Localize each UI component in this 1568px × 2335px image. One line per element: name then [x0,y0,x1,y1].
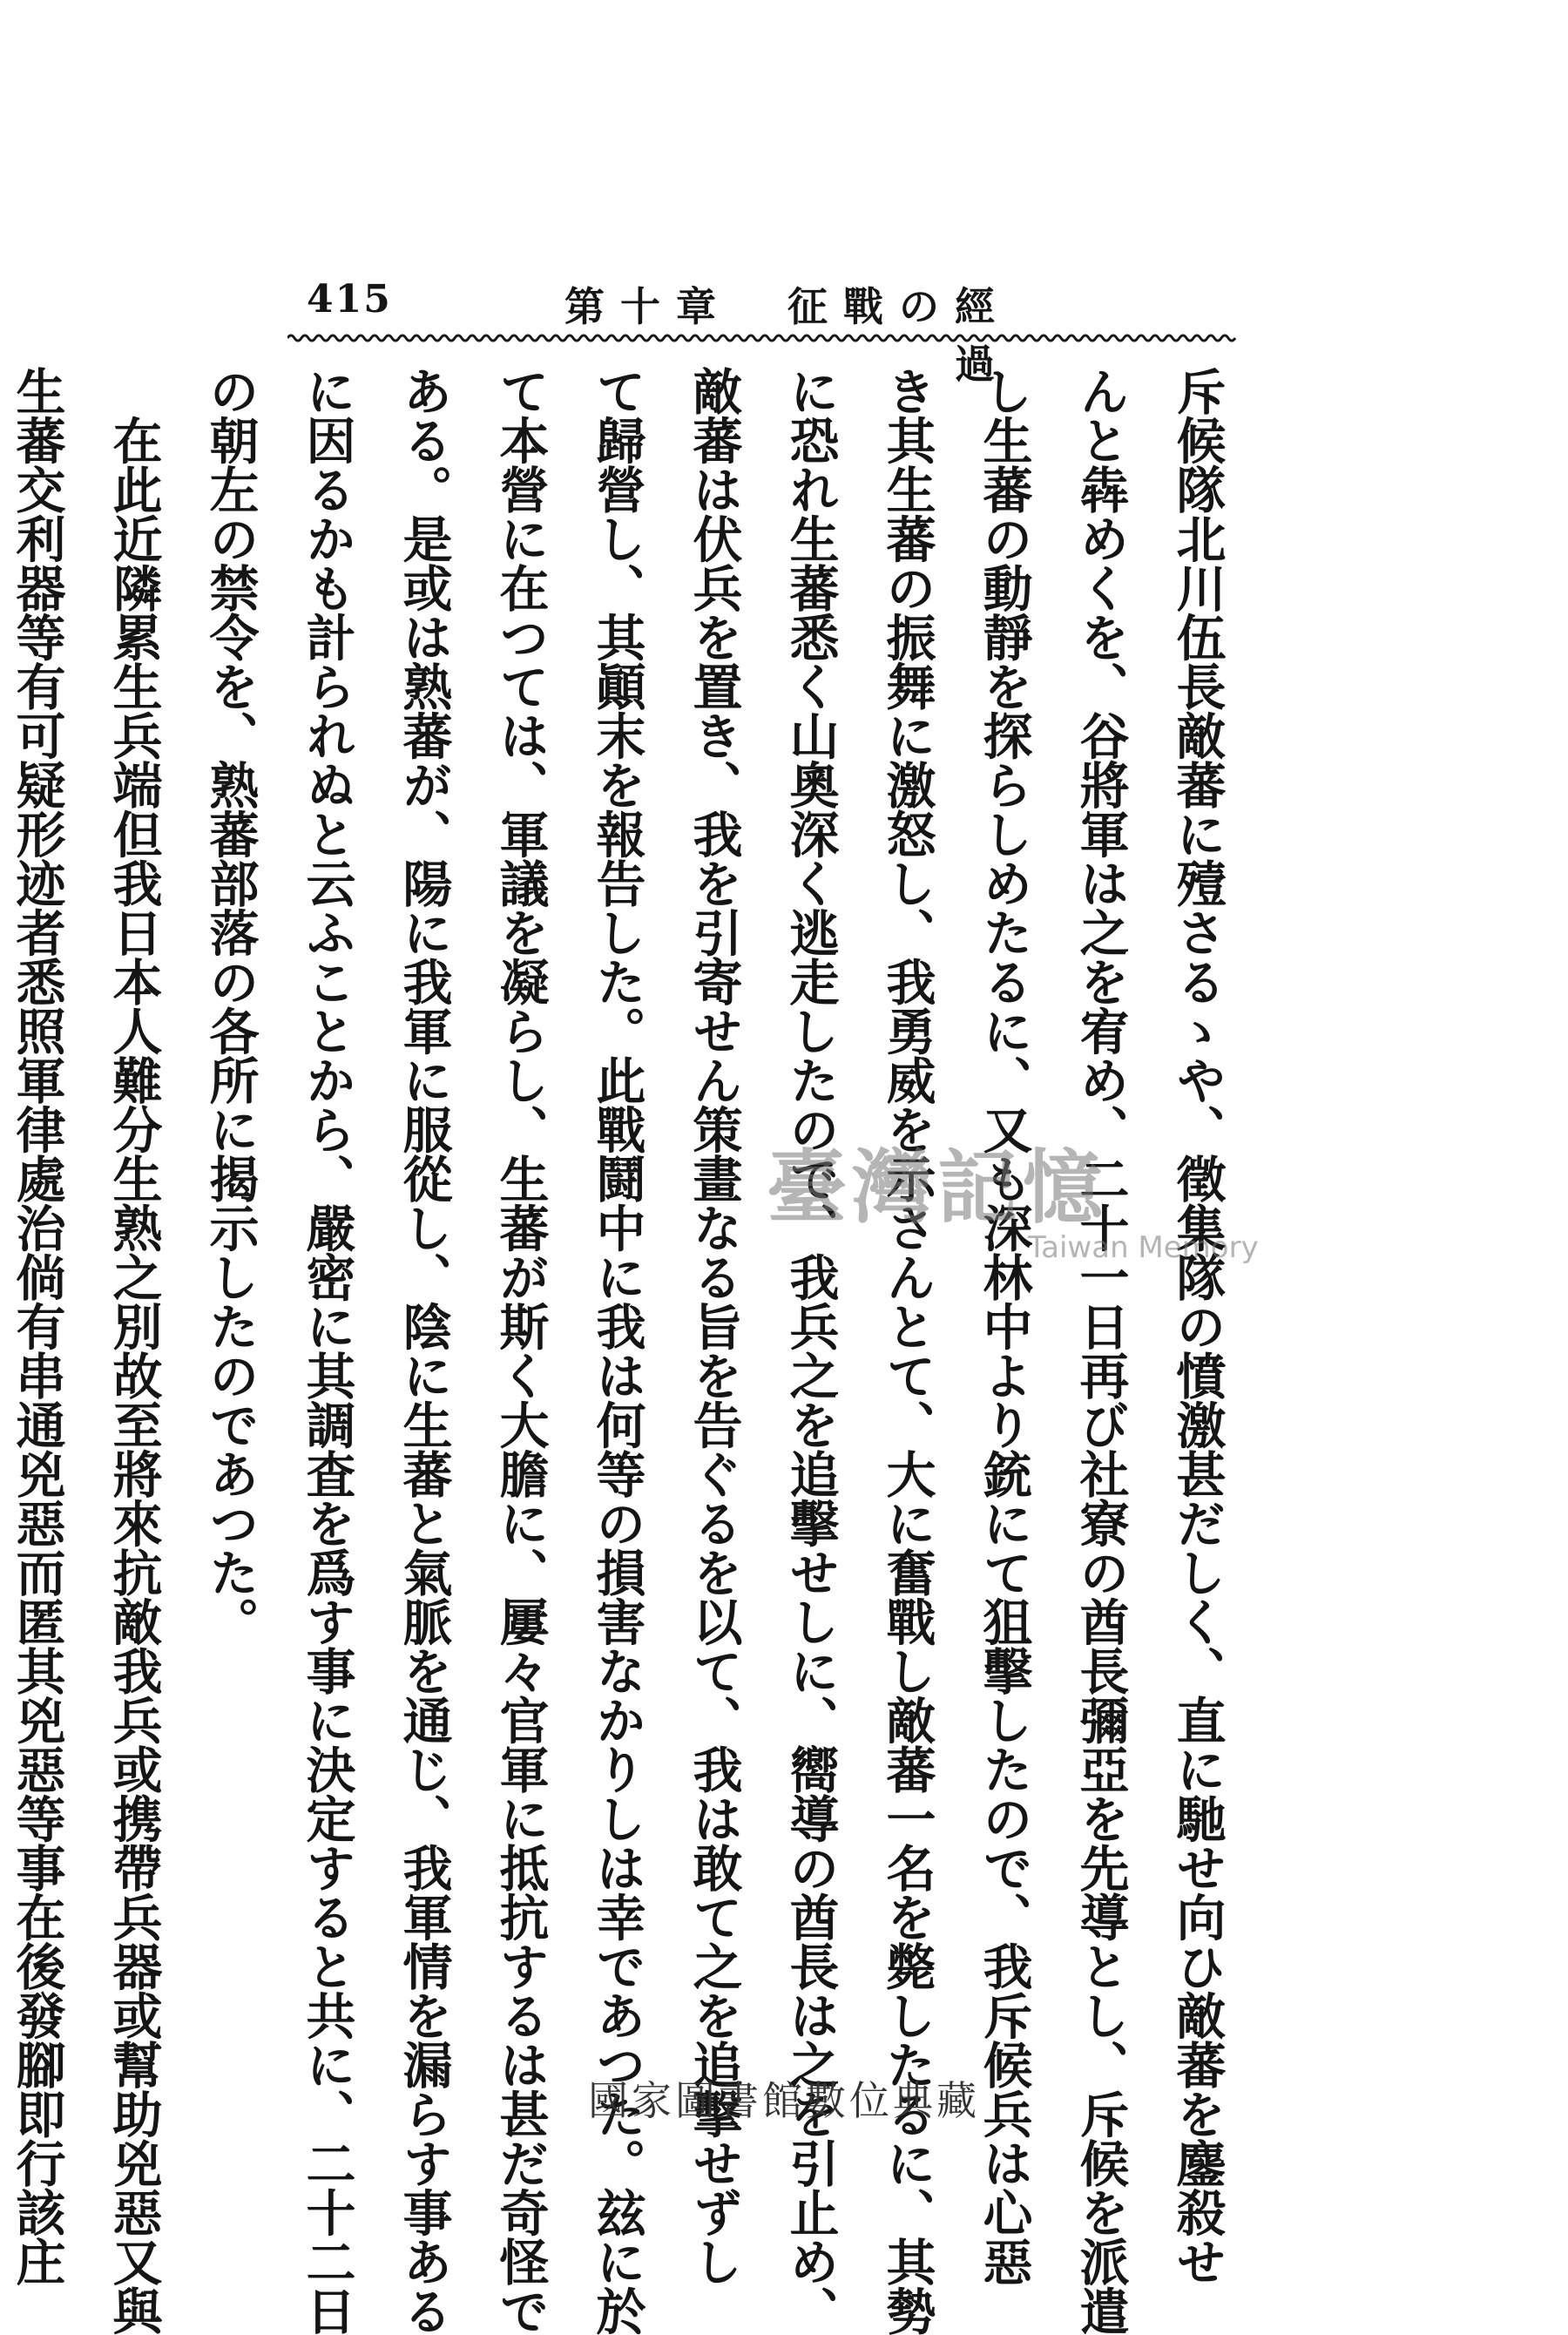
text-line: に因るかも計られぬと云ふことから、嚴密に其調査を爲す事に決定すると共に、二十二日 [298,366,356,2335]
text-line: し生蕃の動靜を探らしめたるに、又も深林中より銃にて狙擊したので、我斥候兵は心惡 [975,366,1033,2286]
text-line: 生蕃交利器等有可疑形迹者悉照軍律處治倘有串通兇惡而匿其兇惡等事在後發腳即行該庄 [8,366,66,2286]
text-line: 斥候隊北川伍長敵蕃に殪さるゝや、徵集隊の憤激甚だしく、直に馳せ向ひ敵蕃を鏖殺せ [1168,366,1227,2286]
text-line: に恐れ生蕃悉く山奧深く逃走したので、我兵之を追擊せしに、嚮導の酋長は之を引止め、 [781,366,840,2335]
text-line: 在此近隣累生兵端但我日本人難分生熟之別故至將來抗敵我兵或携帶兵器或幫助兇惡又與 [105,366,163,2335]
wavy-line [287,335,1235,341]
text-line: て歸營し、其顚末を報告した。此戰鬪中に我は何等の損害なかりしは幸であつた。玆に於 [588,366,646,2335]
text-line: ある。是或は熟蕃が、陽に我軍に服從し、陰に生蕃と氣脈を通じ、我軍情を漏らす事ある [395,366,453,2335]
text-line: の朝左の禁令を、熟蕃部落の各所に揭示したのであつた。 [201,366,260,1646]
watermark-text: 臺灣記憶 [767,1140,1109,1235]
text-line: んと犇めくを、谷將軍は之を宥め、二十一日再び社寮の酋長彌亞を先導とし、斥候を派遣 [1071,366,1130,2335]
page-number: 415 [307,277,392,321]
watermark-subtext: Taiwan Memory [1028,1230,1259,1265]
footer-collection-label: 國家圖書館數位典藏 [588,2077,980,2124]
text-line: て本營に在つては、軍議を凝らし、生蕃が斯く大膽に、屢々官軍に抵抗するは甚だ奇怪で [491,366,550,2335]
running-head: 第十章 征戰の經過 [564,283,1010,388]
wavy-header-rule [287,333,1237,343]
text-line: き其生蕃の振舞に激怒し、我勇威を示さんとて、大に奮戰し敵蕃一名を斃したるに、其勢 [878,366,936,2335]
text-line: 敵蕃は伏兵を置き、我を引寄せん策畫なる旨を告ぐるを以て、我は敢て之を追擊せずし [685,366,743,2286]
